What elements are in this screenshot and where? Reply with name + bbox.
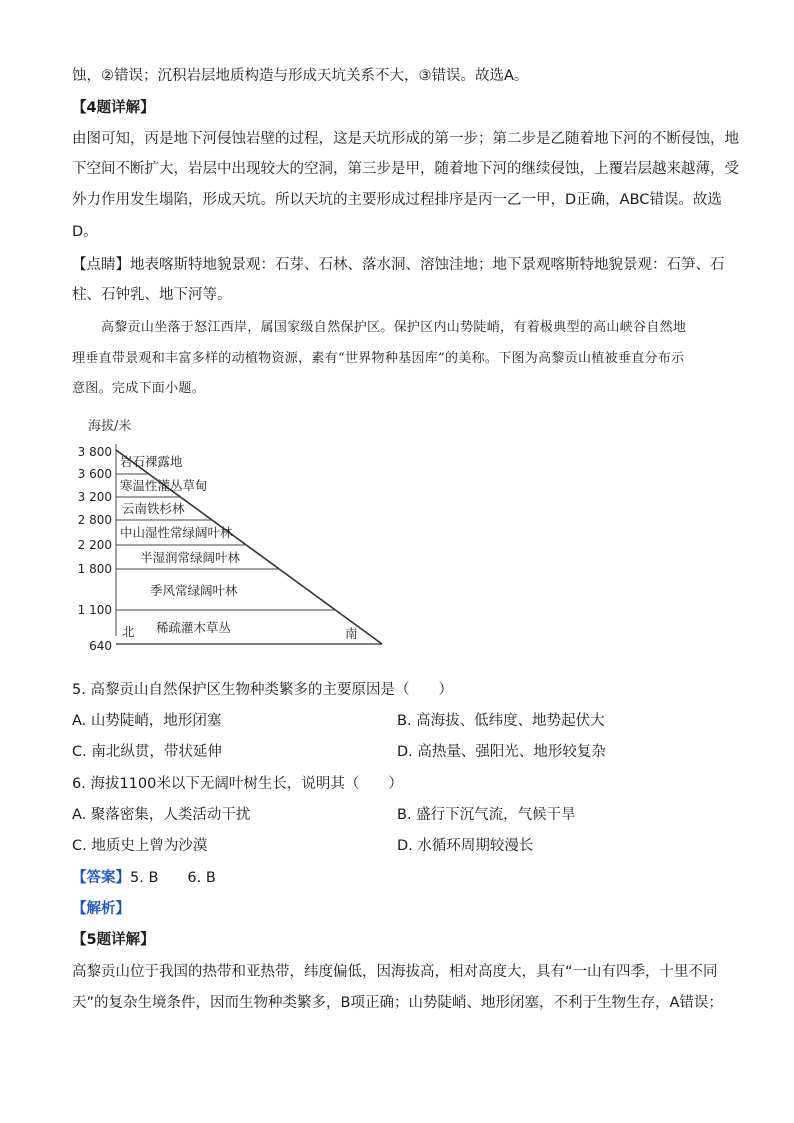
direction-south: 南 — [345, 626, 358, 641]
question-5-stem: 5. 高黎贡山自然保护区生物种类繁多的主要原因是（ ） — [72, 682, 453, 698]
q6-option-d[interactable]: D. 水循环周期较漫长 — [397, 838, 534, 854]
paragraph-line: 下空间不断扩大，岩层中出现较大的空洞，第三步是甲，随着地下河的继续侵蚀，上覆岩层越来越薄，受 — [72, 161, 739, 177]
paragraph-line: 由图可知，丙是地下河侵蚀岩壁的过程，这是天坑形成的第一步；第二步是乙随着地下河的不断侵蚀，地 — [72, 131, 739, 147]
band-label: 岩石裸露地 — [120, 454, 183, 469]
q6-option-b[interactable]: B. 盛行下沉气流，气候干旱 — [397, 807, 576, 823]
answer-text: 5. B 6. B — [130, 870, 216, 886]
q6-option-c[interactable]: C. 地质史上曾为沙漠 — [72, 838, 208, 854]
question-6-stem: 6. 海拔1100米以下无阔叶树生长，说明其（ ） — [72, 776, 403, 792]
band-label: 云南铁杉林 — [122, 501, 185, 516]
section-title-q5: 【5题详解】 — [72, 932, 155, 948]
analysis-tag: 【解析】 — [72, 901, 130, 917]
tick-label: 1 100 — [77, 603, 112, 617]
answer-line — [72, 868, 216, 888]
q5-option-d[interactable]: D. 高热量、强阳光、地形较复杂 — [397, 744, 606, 760]
tick-label: 640 — [89, 639, 112, 652]
answer-tag: 【答案】 — [72, 870, 130, 886]
q5-option-c[interactable]: C. 南北纵贯，带状延伸 — [72, 744, 222, 760]
paragraph-line: 外力作用发生塌陷，形成天坑。所以天坑的主要形成过程排序是丙一乙一甲，D正确，ABC错误。故选 — [72, 192, 722, 208]
band-label: 寒温性灌丛草甸 — [120, 478, 208, 493]
tick-label: 2 200 — [77, 538, 112, 552]
tick-label: 3 600 — [77, 467, 112, 481]
material-line: 高黎贡山坐落于怒江西岸，属国家级自然保护区。保护区内山势陡峭，有着极典型的高山峡谷自然地 — [101, 320, 687, 335]
tick-label: 3 200 — [77, 490, 112, 504]
tip-line: 柱、石钟乳、地下河等。 — [72, 287, 232, 303]
material-line: 意图。完成下面小题。 — [72, 381, 206, 396]
band-label: 半湿润常绿阔叶林 — [140, 550, 241, 565]
paragraph-line: 高黎贡山位于我国的热带和亚热带，纬度偏低，因海拔高，相对高度大，具有“一山有四季，十里不同 — [72, 964, 718, 980]
band-label: 稀疏灌木草丛 — [156, 620, 232, 635]
tick-label: 3 800 — [77, 445, 112, 459]
q5-option-a[interactable]: A. 山势陡峭，地形闭塞 — [72, 713, 222, 729]
tip-line: 【点睛】地表喀斯特地貌景观：石芽、石林、落水洞、溶蚀洼地；地下景观喀斯特地貌景观：石笋、石 — [72, 257, 725, 273]
paragraph-line: 蚀，②错误；沉积岩层地质构造与形成天坑关系不大，③错误。故选A。 — [72, 68, 529, 84]
band-label: 中山湿性常绿阔叶林 — [120, 525, 233, 540]
diagram-ylabel: 海拔/米 — [88, 419, 132, 434]
tick-label: 2 800 — [77, 513, 112, 527]
q6-option-a[interactable]: A. 聚落密集，人类活动干扰 — [72, 807, 251, 823]
q5-option-b[interactable]: B. 高海拔、低纬度、地势起伏大 — [397, 713, 605, 729]
direction-north: 北 — [122, 624, 135, 639]
paragraph-line: 天”的复杂生境条件，因而生物种类繁多，B项正确；山势陡峭、地形闭塞，不利于生物生存，A错误； — [72, 995, 723, 1011]
paragraph-line: D。 — [72, 224, 98, 240]
vegetation-diagram — [60, 412, 400, 652]
section-title-q4: 【4题详解】 — [72, 100, 155, 116]
band-label: 季风常绿阔叶林 — [150, 583, 238, 598]
material-line: 理垂直带景观和丰富多样的动植物资源，素有“世界物种基因库”的美称。下图为高黎贡山植被垂直分布示 — [72, 351, 685, 366]
tick-label: 1 800 — [77, 562, 112, 576]
